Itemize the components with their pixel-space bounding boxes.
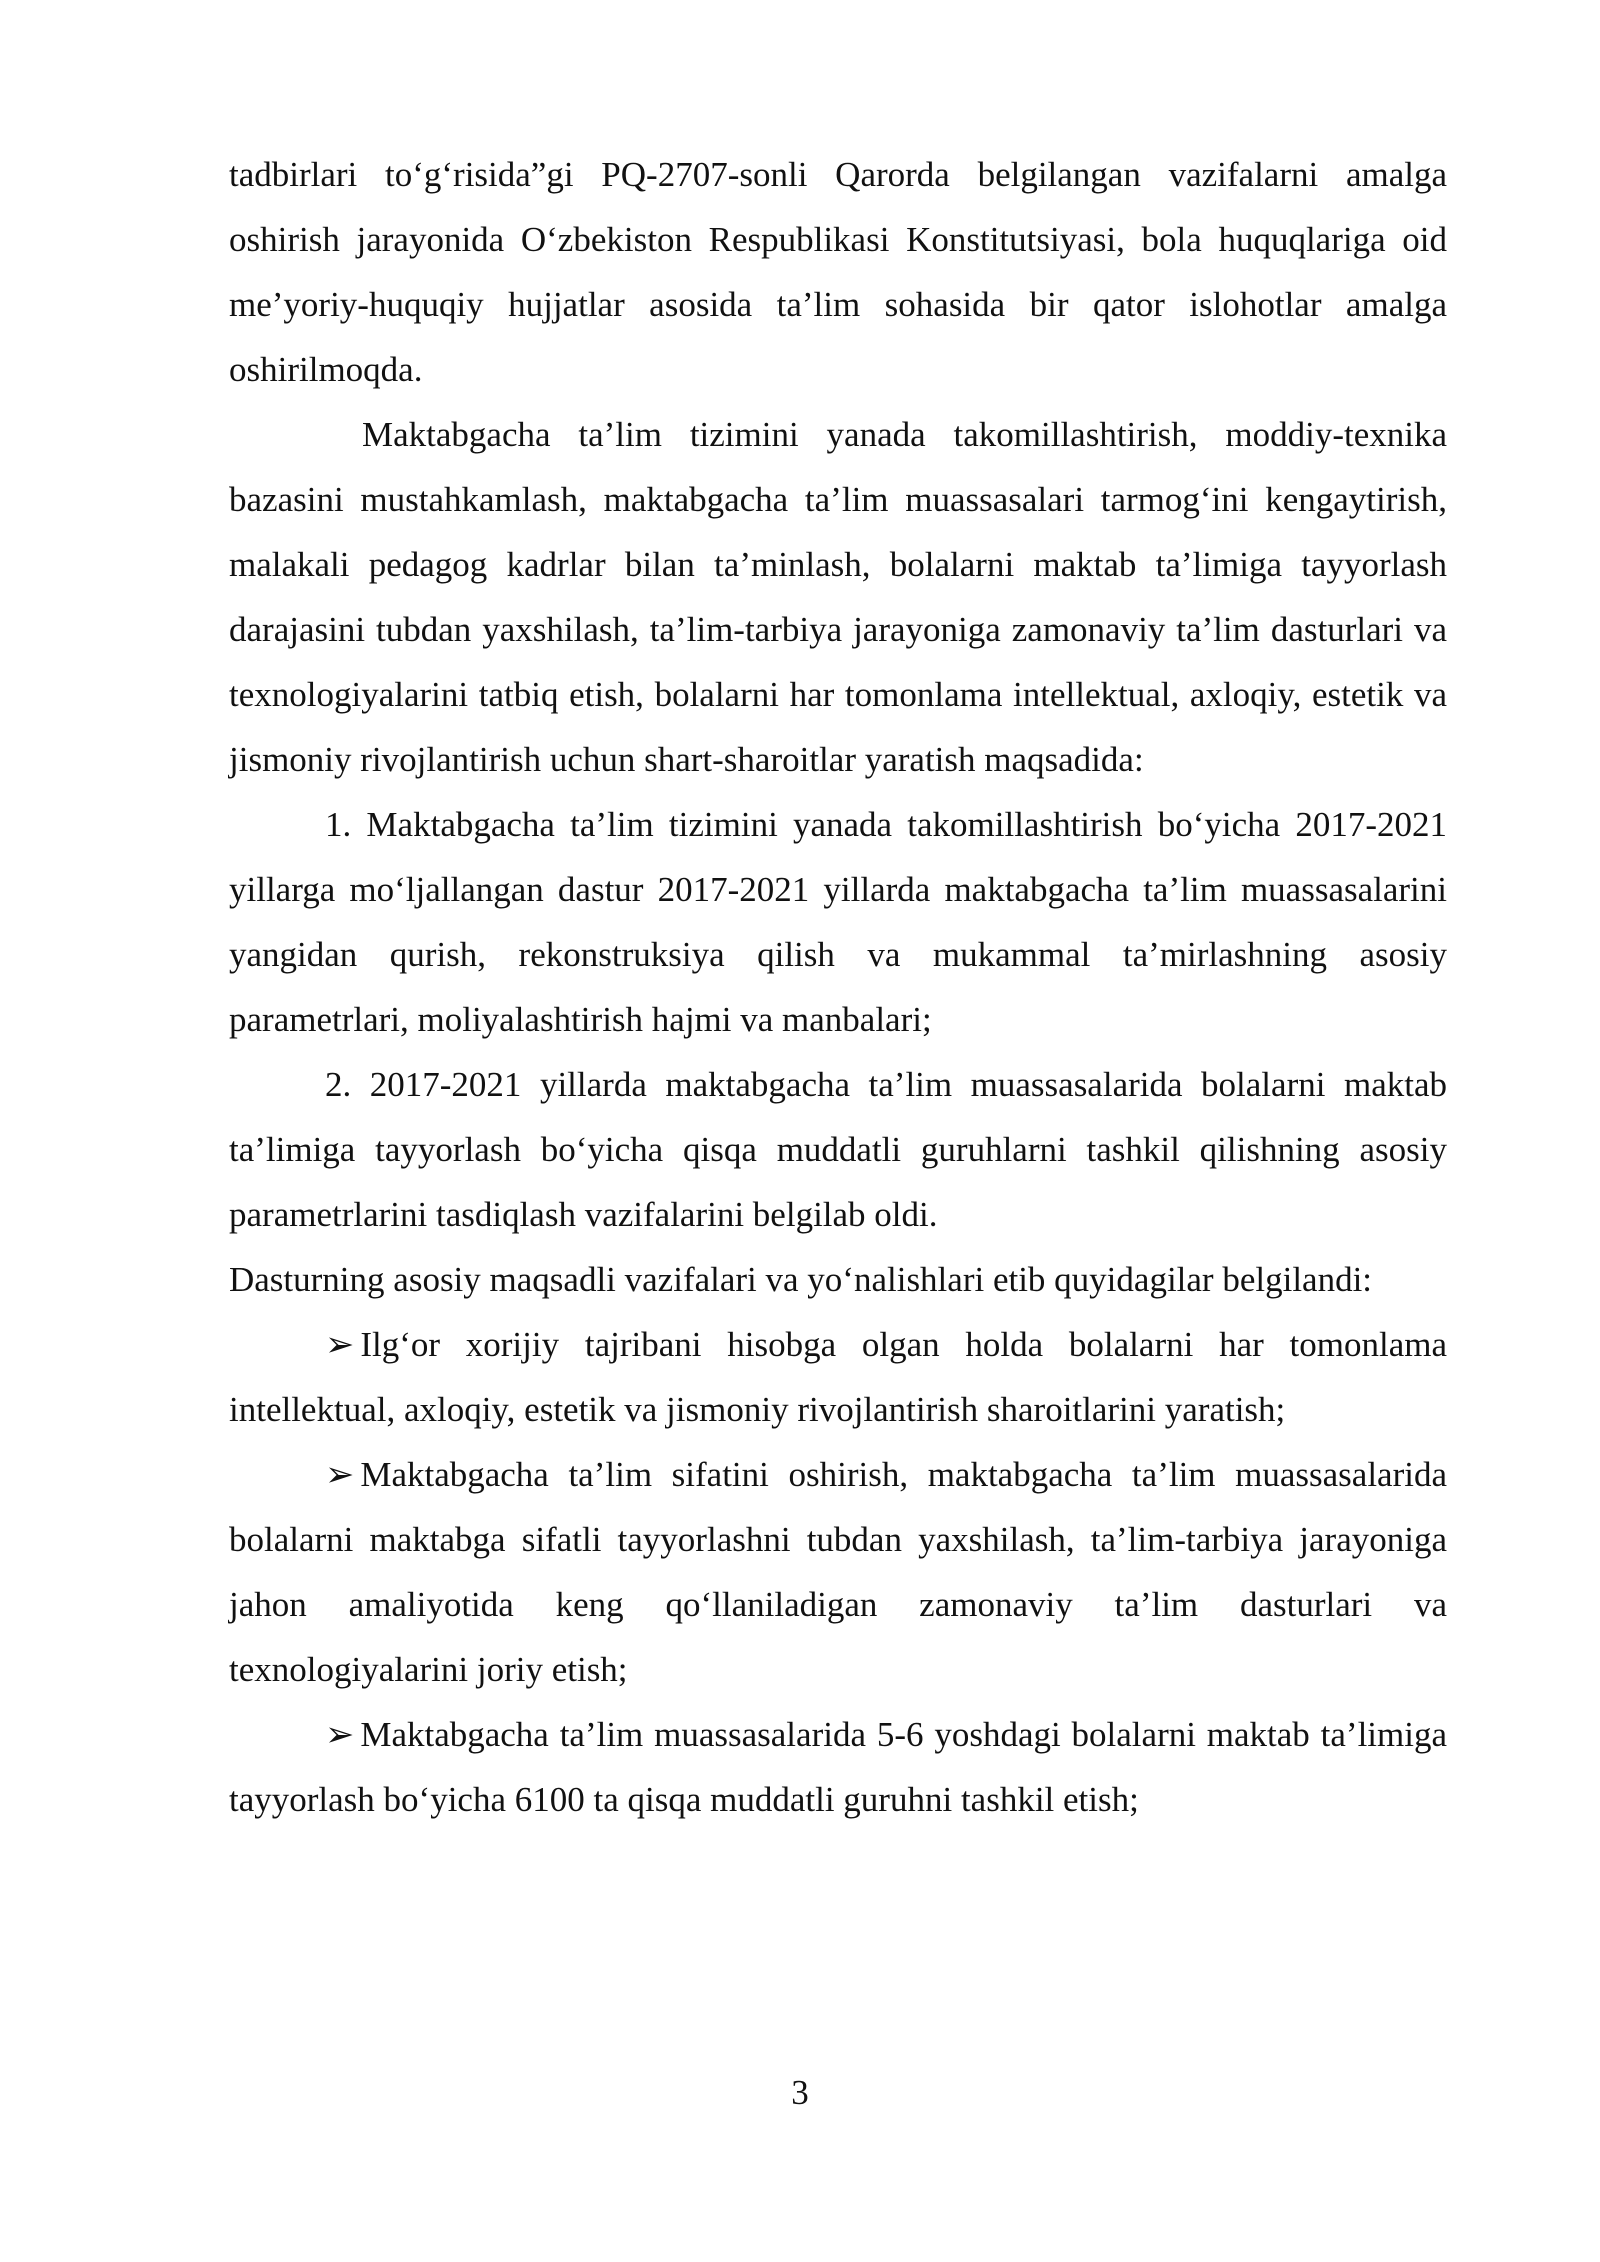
page-number: 3 — [791, 2073, 809, 2112]
bullet-text: Ilg‘or xorijiy tajribani hisobga olgan holda bolalarni har tomonlama intellektual, axloqiy, estetik va jismoniy rivojlantirish sharoitlarini yaratish; — [229, 1325, 1447, 1429]
bullet-item-3 — [229, 1702, 1447, 1832]
arrow-bullet-icon: ➢ — [325, 1325, 355, 1364]
numbered-item-1: 1. Maktabgacha ta’lim tizimini yanada takomillashtirish bo‘yicha 2017-2021 yillarga mo‘ljallangan dastur 2017-2021 yillarda maktabgacha ta’lim muassasalarini yangidan qurish, rekonstruksiya qilish va mukammal ta’mirlashning asosiy parametrlari, moliyalashtirish hajmi va manbalari; — [229, 805, 1447, 1039]
bullet-text: Maktabgacha ta’lim muassasalarida 5-6 yoshdagi bolalarni maktab ta’limiga tayyorlash bo‘yicha 6100 ta qisqa muddatli guruhni tashkil etish; — [229, 1715, 1447, 1819]
paragraph-program-tasks: Dasturning asosiy maqsadli vazifalari va yo‘nalishlari etib quyidagilar belgilandi: — [229, 1260, 1373, 1299]
bullet-item-2 — [229, 1442, 1447, 1702]
bullet-item-1 — [229, 1312, 1447, 1442]
page-body — [229, 142, 1447, 1832]
paragraph-goals: Maktabgacha ta’lim tizimini yanada takomillashtirish, moddiy-texnika bazasini mustahkamlash, maktabgacha ta’lim muassasalari tarmog‘ini kengaytirish, malakali pedagog kadrlar bilan ta’minlash, bolalarni maktab ta’limiga tayyorlash darajasini tubdan yaxshilash, ta’lim-tarbiya jarayoniga zamonaviy ta’lim dasturlari va texnologiyalarini tatbiq etish, bolalarni har tomonlama intellektual, axloqiy, estetik va jismoniy rivojlantirish uchun shart-sharoitlar yaratish maqsadida: — [229, 415, 1447, 779]
bullet-text: Maktabgacha ta’lim sifatini oshirish, maktabgacha ta’lim muassasalarida bolalarni maktabga sifatli tayyorlashni tubdan yaxshilash, ta’lim-tarbiya jarayoniga jahon amaliyotida keng qo‘llaniladigan zamonaviy ta’lim dasturlari va texnologiyalarini joriy etish; — [229, 1455, 1447, 1689]
numbered-item-2: 2. 2017-2021 yillarda maktabgacha ta’lim muassasalarida bolalarni maktab ta’limiga tayyorlash bo‘yicha qisqa muddatli guruhlarni tashkil qilishning asosiy parametrlarini tasdiqlash vazifalarini belgilab oldi. — [229, 1065, 1447, 1234]
paragraph-intro: tadbirlari to‘g‘risida”gi PQ-2707-sonli Qarorda belgilangan vazifalarni amalga oshirish jarayonida O‘zbekiston Respublikasi Konstitutsiyasi, bola huquqlariga oid me’yoriy-huquqiy hujjatlar asosida ta’lim sohasida bir qator islohotlar amalga oshirilmoqda. — [229, 155, 1447, 389]
arrow-bullet-icon: ➢ — [325, 1715, 355, 1754]
arrow-bullet-icon: ➢ — [325, 1455, 355, 1494]
